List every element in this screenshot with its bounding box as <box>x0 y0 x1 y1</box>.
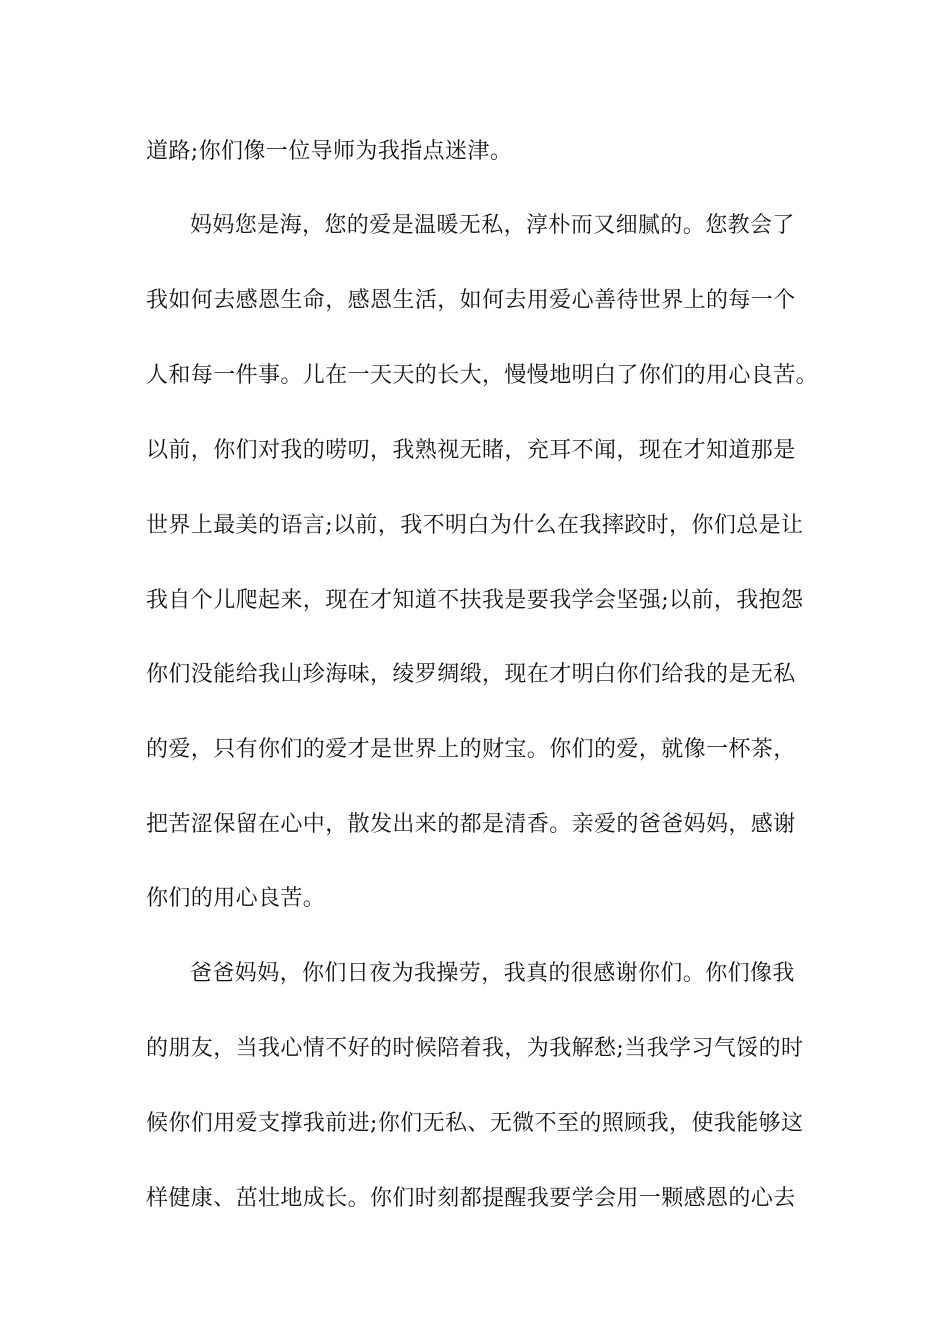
text-line: 我如何去感恩生命，感恩生活，如何去用爱心善待世界上的每一个 <box>146 288 796 313</box>
text-line: 样健康、茁壮地成长。你们时刻都提醒我要学会用一颗感恩的心去 <box>146 1186 796 1211</box>
text-line: 以前，你们对我的唠叨，我熟视无睹，充耳不闻，现在才知道那是 <box>146 438 796 463</box>
paragraph-start-line: 爸爸妈妈，你们日夜为我操劳，我真的很感谢你们。你们像我 <box>190 961 795 986</box>
paragraph-start-line: 妈妈您是海，您的爱是温暖无私，淳朴而又细腻的。您教会了 <box>190 213 795 238</box>
text-line: 人和每一件事。儿在一天天的长大，慢慢地明白了你们的用心良苦。 <box>146 363 819 388</box>
text-line: 世界上最美的语言;以前，我不明白为什么在我摔跤时，你们总是让 <box>146 513 804 538</box>
text-line: 我自个儿爬起来，现在才知道不扶我是要我学会坚强;以前，我抱怨 <box>146 588 804 613</box>
text-line: 把苦涩保留在心中，散发出来的都是清香。亲爱的爸爸妈妈，感谢 <box>146 812 796 837</box>
text-line: 你们没能给我山珍海味，绫罗绸缎，现在才明白你们给我的是无私 <box>146 662 796 687</box>
text-line: 候你们用爱支撑我前进;你们无私、无微不至的照顾我，使我能够这 <box>146 1111 804 1136</box>
text-line: 的朋友，当我心情不好的时候陪着我，为我解愁;当我学习气馁的时 <box>146 1036 804 1061</box>
text-line: 的爱，只有你们的爱才是世界上的财宝。你们的爱，就像一杯茶， <box>146 737 796 762</box>
text-line: 你们的用心良苦。 <box>146 886 326 911</box>
text-line: 道路;你们像一位导师为我指点迷津。 <box>146 139 513 164</box>
